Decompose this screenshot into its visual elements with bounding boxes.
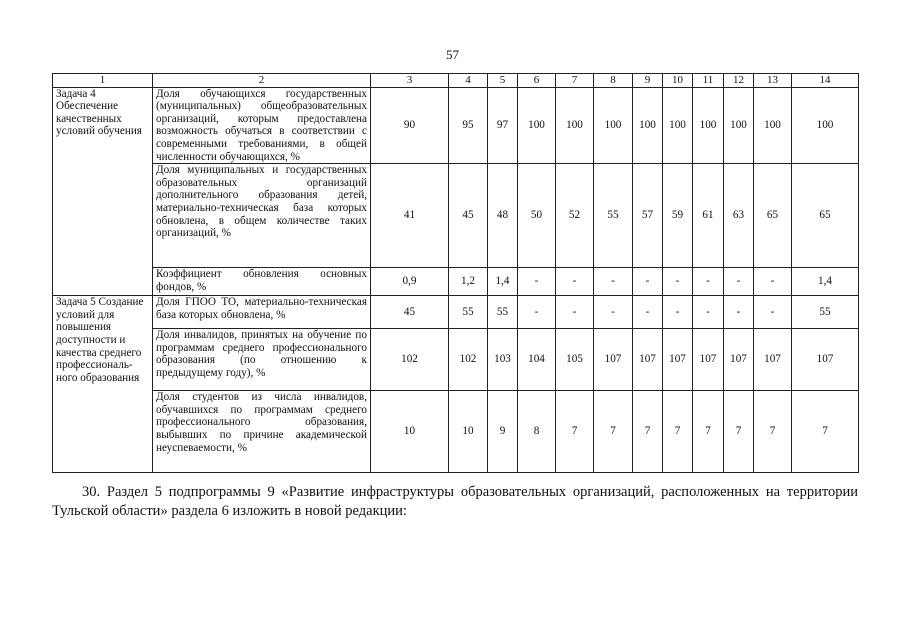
value-cell: -: [633, 296, 663, 329]
indicator-cell: Коэффициент обновления основных фондов, %: [153, 268, 371, 296]
value-cell: 55: [594, 164, 633, 268]
value-cell: -: [754, 268, 792, 296]
value-cell: 7: [633, 391, 663, 473]
column-header: 7: [556, 74, 594, 88]
value-cell: 95: [449, 87, 488, 164]
indicators-table: [52, 73, 859, 473]
value-cell: 55: [792, 296, 859, 329]
value-cell: 100: [633, 87, 663, 164]
column-header: 8: [594, 74, 633, 88]
value-cell: 7: [556, 391, 594, 473]
page-number: 57: [446, 47, 459, 62]
value-cell: 104: [518, 329, 556, 391]
value-cell: 48: [488, 164, 518, 268]
value-cell: 102: [371, 329, 449, 391]
column-header: 10: [663, 74, 693, 88]
value-cell: 1,2: [449, 268, 488, 296]
value-cell: 61: [693, 164, 724, 268]
value-cell: 7: [663, 391, 693, 473]
value-cell: -: [556, 268, 594, 296]
value-cell: -: [594, 268, 633, 296]
value-cell: 102: [449, 329, 488, 391]
value-cell: 107: [792, 329, 859, 391]
value-cell: 8: [518, 391, 556, 473]
table-row: [53, 87, 859, 164]
value-cell: -: [724, 296, 754, 329]
value-cell: 100: [754, 87, 792, 164]
paragraph-30: 30. Раздел 5 подпрограммы 9 «Развитие инфраструктуры образовательных организаций, расположенных на территории Тульской области» раздела 6 изложить в новой редакции:: [52, 484, 858, 519]
value-cell: -: [518, 296, 556, 329]
column-header: 6: [518, 74, 556, 88]
value-cell: 65: [754, 164, 792, 268]
value-cell: 100: [724, 87, 754, 164]
value-cell: -: [663, 296, 693, 329]
value-cell: -: [724, 268, 754, 296]
value-cell: 7: [693, 391, 724, 473]
value-cell: 107: [724, 329, 754, 391]
value-cell: 103: [488, 329, 518, 391]
value-cell: 45: [371, 296, 449, 329]
column-header: 3: [371, 74, 449, 88]
indicator-cell: Доля студентов из числа инвалидов, обучавшихся по программам среднего профессионального образования, выбывших по причине академической неуспеваемости, %: [153, 391, 371, 473]
value-cell: -: [518, 268, 556, 296]
table-row: [53, 296, 859, 329]
value-cell: 7: [594, 391, 633, 473]
value-cell: 59: [663, 164, 693, 268]
value-cell: 55: [488, 296, 518, 329]
value-cell: 107: [693, 329, 724, 391]
task-cell: Задача 4 Обеспечение качественных условий обучения: [53, 87, 153, 296]
value-cell: 105: [556, 329, 594, 391]
indicator-cell: Доля муниципальных и государственных образовательных организаций дополнительного образования детей, материально-техническая база которых обновлена, в общем количестве таких организаций, %: [153, 164, 371, 268]
value-cell: -: [633, 268, 663, 296]
value-cell: -: [754, 296, 792, 329]
value-cell: -: [556, 296, 594, 329]
column-header: 11: [693, 74, 724, 88]
column-header: 9: [633, 74, 663, 88]
column-header: 2: [153, 74, 371, 88]
column-header: 4: [449, 74, 488, 88]
value-cell: 50: [518, 164, 556, 268]
value-cell: 90: [371, 87, 449, 164]
value-cell: 7: [792, 391, 859, 473]
table-row: [53, 268, 859, 296]
value-cell: 65: [792, 164, 859, 268]
column-header: 13: [754, 74, 792, 88]
value-cell: 107: [754, 329, 792, 391]
value-cell: 107: [663, 329, 693, 391]
value-cell: -: [663, 268, 693, 296]
table-row: [53, 391, 859, 473]
value-cell: 0,9: [371, 268, 449, 296]
value-cell: -: [594, 296, 633, 329]
value-cell: 7: [754, 391, 792, 473]
column-header: 5: [488, 74, 518, 88]
value-cell: 100: [518, 87, 556, 164]
value-cell: 7: [724, 391, 754, 473]
value-cell: 100: [663, 87, 693, 164]
table-row: [53, 164, 859, 268]
table-row: [53, 329, 859, 391]
value-cell: 1,4: [792, 268, 859, 296]
value-cell: 100: [556, 87, 594, 164]
value-cell: 10: [371, 391, 449, 473]
value-cell: 1,4: [488, 268, 518, 296]
value-cell: 107: [594, 329, 633, 391]
column-header: 14: [792, 74, 859, 88]
value-cell: 57: [633, 164, 663, 268]
indicator-cell: Доля инвалидов, принятых на обучение по программам среднего профессионального образования (по отношению к предыдущему году), %: [153, 329, 371, 391]
value-cell: -: [693, 268, 724, 296]
value-cell: 41: [371, 164, 449, 268]
value-cell: -: [693, 296, 724, 329]
column-header: 12: [724, 74, 754, 88]
value-cell: 100: [693, 87, 724, 164]
value-cell: 55: [449, 296, 488, 329]
value-cell: 10: [449, 391, 488, 473]
value-cell: 97: [488, 87, 518, 164]
task-cell: Задача 5 Создание условий для повышения доступности и качества среднего профессиональ-ного образования: [53, 296, 153, 473]
value-cell: 100: [792, 87, 859, 164]
header-row: [53, 74, 859, 88]
value-cell: 107: [633, 329, 663, 391]
value-cell: 45: [449, 164, 488, 268]
indicator-cell: Доля обучающихся государственных (муниципальных) общеобразовательных организаций, которым предоставлена возможность обучаться в соответствии с современными требованиями, в общей численности обучающихся, %: [153, 87, 371, 164]
value-cell: 52: [556, 164, 594, 268]
value-cell: 63: [724, 164, 754, 268]
value-cell: 100: [594, 87, 633, 164]
value-cell: 9: [488, 391, 518, 473]
indicator-cell: Доля ГПОО ТО, материально-техническая база которых обновлена, %: [153, 296, 371, 329]
column-header: 1: [53, 74, 153, 88]
